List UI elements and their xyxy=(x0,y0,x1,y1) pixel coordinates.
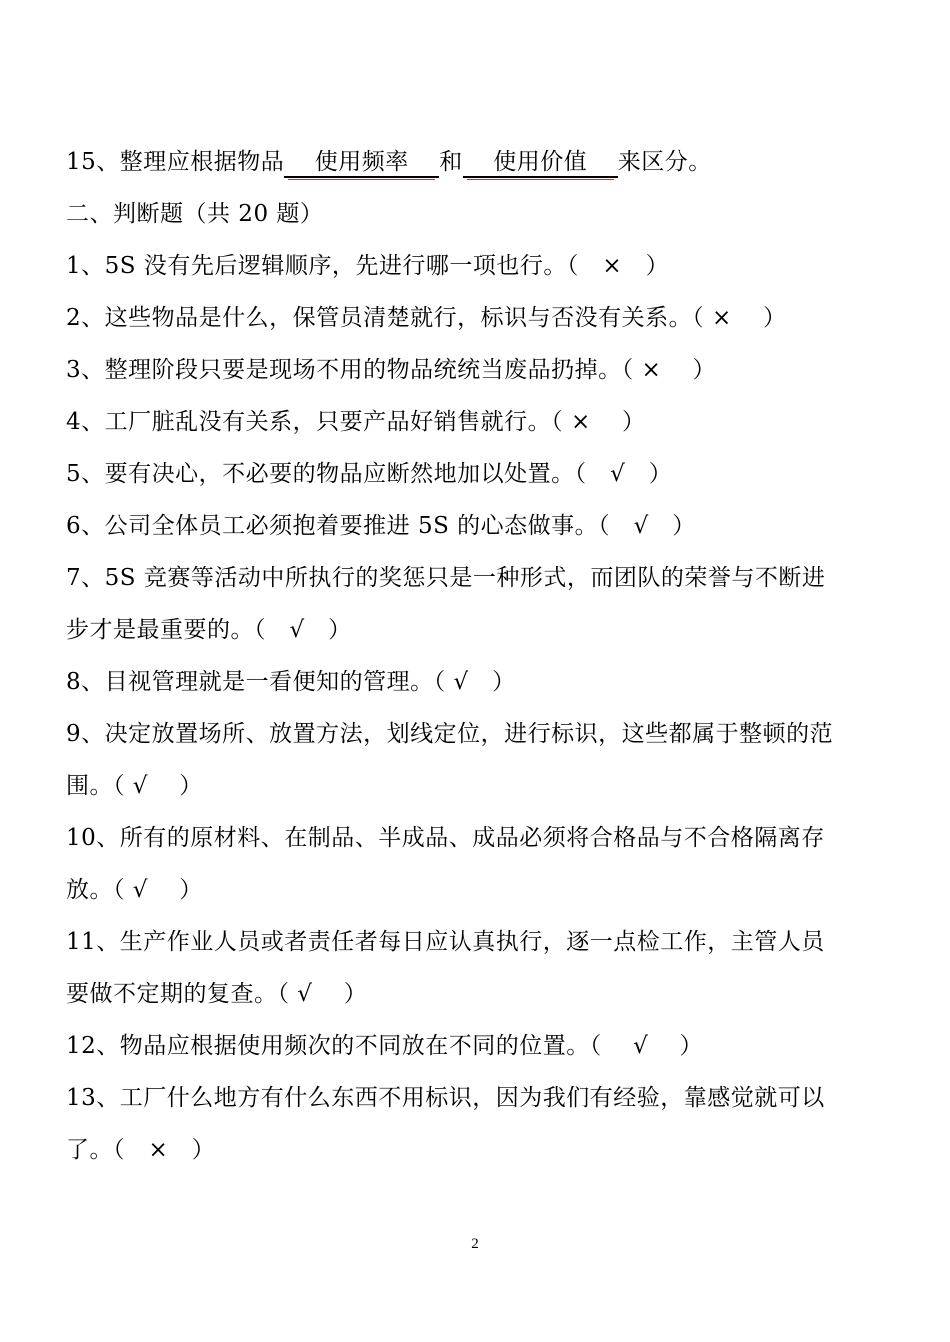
text-line: 6、公司全体员工必须抱着要推进 5S 的心态做事。（ √ ） xyxy=(66,513,696,539)
text-line: 10、所有的原材料、在制品、半成品、成品必须将合格品与不合格隔离存 xyxy=(66,825,825,851)
page-number: 2 xyxy=(471,1236,479,1252)
q15-text-after: 来区分。 xyxy=(617,149,712,175)
text-line: 8、目视管理就是一看便知的管理。（ √ ） xyxy=(66,669,516,695)
document-body xyxy=(66,136,896,1176)
q15-text-before: 15、整理应根据物品 xyxy=(66,149,285,175)
text-line: 了。（ × ） xyxy=(66,1137,216,1163)
text-line: 11、生产作业人员或者责任者每日应认真执行，逐一点检工作，主管人员 xyxy=(66,929,825,955)
section-title: 二、判断题（共 20 题） xyxy=(66,201,324,227)
text-line: 围。（ √ ） xyxy=(66,773,203,799)
text-line: 要做不定期的复查。（ √ ） xyxy=(66,981,368,1007)
text-line: 7、5S 竞赛等活动中所执行的奖惩只是一种形式，而团队的荣誉与不断进 xyxy=(66,565,826,591)
text-line: 1、5S 没有先后逻辑顺序，先进行哪一项也行。（ × ） xyxy=(66,253,670,279)
text-line: 2、这些物品是什么，保管员清楚就行，标识与否没有关系。（ × ） xyxy=(66,305,787,331)
question-15 xyxy=(66,136,896,188)
text-line: 3、整理阶段只要是现场不用的物品统统当废品扔掉。（ × ） xyxy=(66,357,717,383)
text-line: 5、要有决心，不必要的物品应断然地加以处置。（ √ ） xyxy=(66,461,673,487)
text-line: 步才是最重要的。（ √ ） xyxy=(66,617,352,643)
text-line: 13、工厂什么地方有什么东西不用标识，因为我们有经验，靠感觉就可以 xyxy=(66,1085,825,1111)
text-line: 放。（ √ ） xyxy=(66,877,203,903)
text-line: 12、物品应根据使用频次的不同放在不同的位置。（ √ ） xyxy=(66,1033,704,1059)
text-line: 4、工厂脏乱没有关系，只要产品好销售就行。（ × ） xyxy=(66,409,646,435)
answer-blank-1: 使用频率 xyxy=(284,148,439,178)
answer-blank-2: 使用价值 xyxy=(463,148,618,178)
text-line: 9、决定放置场所、放置方法，划线定位，进行标识，这些都属于整顿的范 xyxy=(66,721,834,747)
q15-text-middle: 和 xyxy=(439,149,463,175)
